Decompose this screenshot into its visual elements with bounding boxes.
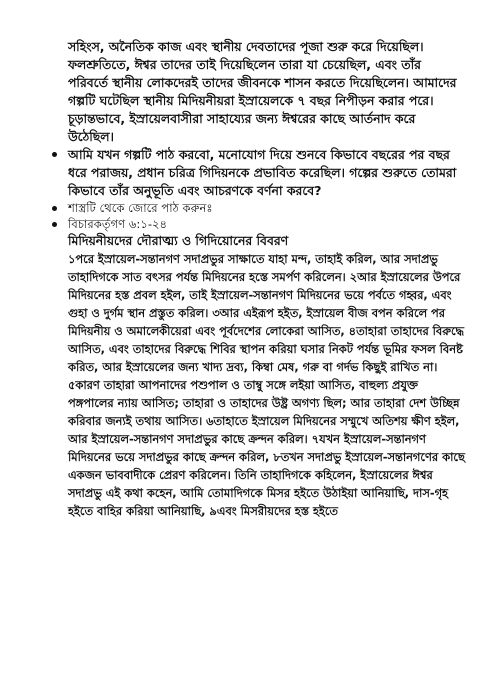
intro-paragraph: সহিংস, অনৈতিক কাজ এবং স্থানীয় দেবতাদের পূজা শুরু করে দিয়েছিল। ফলশ্রুতিতে, ঈশ্বর তাদের তাই দিয়েছিলেন তারা যা চেয়েছিল, এবং তাঁর পরিবর্তে স্থানীয় লোকদেরই তাদের জীবনকে শাসন করতে দিয়েছিলেন। আমাদের গল্পটি ঘটেছিল স্থানীয় মিদিয়নীয়রা ইস্রায়েলকে ৭ বছর নিপীড়ন করার পরে। চূড়ান্তভাবে, ইস্রায়েলবাসীরা সাহায্যের জন্য ঈশ্বরের কাছে আর্তনাদ করে উঠেছিল।	[68, 39, 457, 144]
bullet-item-scripture-reference	[68, 216, 465, 232]
section-heading: মিদিয়নীয়দের দৌরাত্ম্য ও গিদিয়োনের বিবরণ	[68, 233, 289, 248]
bullet-list	[68, 146, 465, 232]
bullet-dot-icon	[52, 206, 57, 211]
bullet-text: আমি যখন গল্পটি পাঠ করবো, মনোযোগ দিয়ে শুনবে কিভাবে বছরের পর বছর ধরে পরাজয়, প্রধান চরিত্র গিদিয়নকে প্রভাবিত করেছিল। গল্পের শুরুতে তোমরা কিভাবে তাঁর অনুভূতি এবং আচরণকে বর্ণনা করবে?	[68, 147, 457, 198]
bullet-dot-icon	[52, 152, 57, 157]
bullet-dot-icon	[52, 222, 57, 227]
bullet-text: বিচারকর্তৃগণ ৬:১-২৪	[68, 217, 168, 231]
bullet-item-read-aloud	[68, 200, 465, 216]
bullet-item-listen	[68, 146, 465, 200]
bullet-text: শাস্ত্রটি থেকে জোরে পাঠ করুনঃ	[68, 201, 213, 215]
scripture-passage: ১পরে ইস্রায়েল-সন্তানগণ সদাপ্রভুর সাক্ষাতে যাহা মন্দ, তাহাই করিল, আর সদাপ্রভু তাহাদিগকে সাত বৎসর পর্যন্ত মিদিয়নের হস্তে সমর্পণ করিলেন। ২আর ইস্রায়েলের উপরে মিদিয়নের হস্ত প্রবল হইল, তাই ইস্রায়েল-সন্তানগণ মিদিয়নের ভয়ে পর্বতে গহ্বর, এবং গুহা ও দুর্গম স্থান প্রস্তুত করিল। ৩আর এইরূপ হইত, ইস্রায়েল বীজ বপন করিলে পর মিদিয়নীয় ও অমালেকীয়েরা এবং পূর্বদেশের লোকেরা আসিত, ৪তাহারা তাহাদের বিরুদ্ধে আসিত, এবং তাহাদের বিরুদ্ধে শিবির স্থাপন করিয়া ঘসার নিকট পর্যন্ত ভূমির ফসল বিনষ্ট করিত, আর ইস্রায়েলের জন্য খাদ্য দ্রব্য, কিম্বা মেষ, গরু বা গর্দভ কিছুই রাখিত না। ৫কারণ তাহারা আপনাদের পশুপাল ও তাম্বু সঙ্গে লইয়া আসিত, বাহুল্য প্রযুক্ত পঙ্গপালের ন্যায় আসিত; তাহারা ও তাহাদের উষ্ট্র অগণ্য ছিল; আর তাহারা দেশ উচ্ছিন্ন করিবার জন্যই তথায় আসিত। ৬তাহাতে ইস্রায়েল মিদিয়নের সম্মুখে অতিশয় ক্ষীণ হইল, আর ইস্রায়েল-সন্তানগণ সদাপ্রভুর কাছে ক্রন্দন করিল। ৭যখন ইস্রায়েল-সন্তানগণ মিদিয়নের ভয়ে সদাপ্রভুর কাছে ক্রন্দন করিল, ৮তখন সদাপ্রভু ইস্রায়েল-সন্তানগণের কাছে একজন ভাববাদীকে প্রেরণ করিলেন। তিনি তাহাদিগকে কহিলেন, ইস্রায়েলের ঈশ্বর সদাপ্রভু এই কথা কহেন, আমি তোমাদিগকে মিসর হইতে উঠাইয়া আনিয়াছি, দাস-গৃহ হইতে বাহির করিয়া আনিয়াছি, ৯এবং মিসরীয়দের হস্ত হইতে	[68, 252, 465, 518]
